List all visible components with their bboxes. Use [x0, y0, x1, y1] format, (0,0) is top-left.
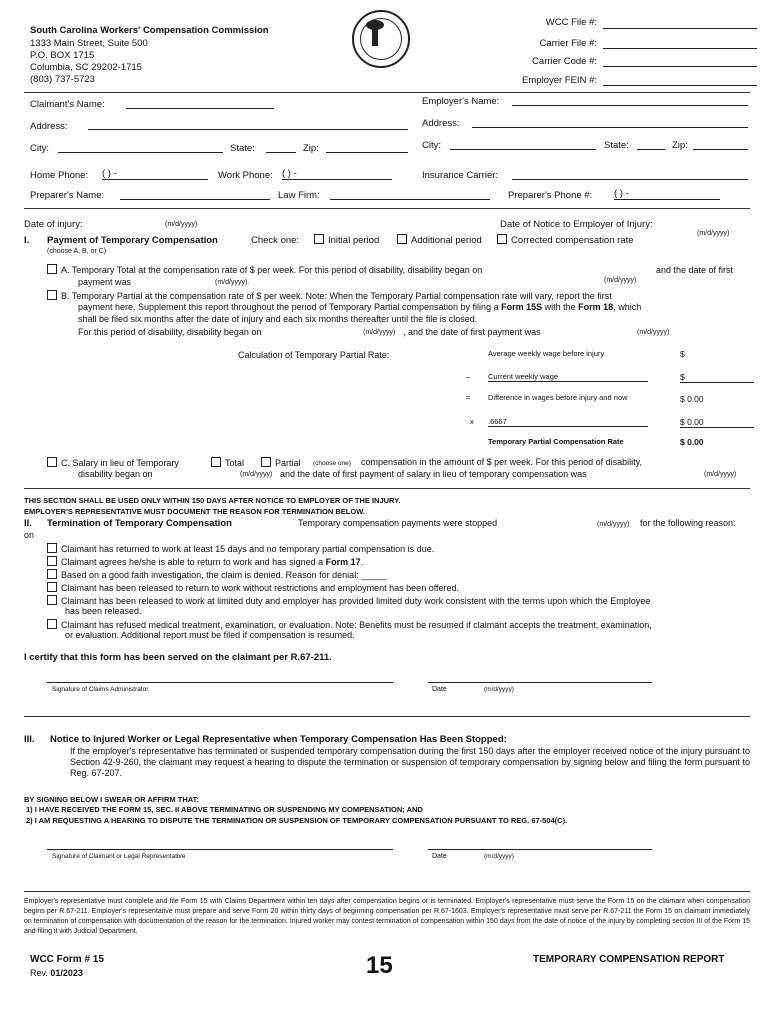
claimant-address-label: Address:: [30, 121, 68, 132]
calc-row-value[interactable]: $: [680, 349, 685, 359]
admin-signature-label: Signature of Claims Administrator: [52, 686, 149, 693]
calc-row-value: $ 0.00: [680, 394, 704, 404]
employer-zip-field[interactable]: [693, 149, 748, 150]
c-total-checkbox[interactable]: [211, 457, 221, 467]
carrier-file-field[interactable]: [603, 48, 757, 49]
claimant-date-format: (m/d/yyyy): [484, 853, 514, 860]
c-partial-checkbox[interactable]: [261, 457, 271, 467]
reason-checkbox[interactable]: [47, 569, 57, 579]
calc-row-value[interactable]: $: [680, 372, 754, 383]
initial-period-checkbox[interactable]: [314, 234, 324, 244]
calc-row-label: Average weekly wage before injury: [488, 349, 605, 358]
on-label: on: [24, 530, 35, 540]
c-partial-label: Partial: [275, 458, 301, 468]
option-b-line4: For this period of disability, disability began on: [78, 327, 262, 337]
agency-address-2: P.O. BOX 1715: [30, 50, 95, 61]
calc-row-value: $ 0.00: [680, 417, 754, 428]
footer-instructions: Employer's representative must complete and file Form 15 with Claims Department within ten days after compensation begins or is terminated. Employer's representative must serve the Form 15 on the claimant when compensation begins per R.67-211. Employer's representative must prepare and serve Form 20 within thirty days of beginning compensation per R.67-1603. Employer's representative must serve per R.67-211 the Form 15 on claimant immediately on termination of compensation with documentation of the reason for the termination. Injured worker may contest termination of compensation within 150 days from the date of notice of the injury by completing section III of the Form 15 and filing it with Judicial Department.: [24, 898, 750, 935]
calc-row-value: $ 0.00: [680, 437, 704, 447]
agency-name: South Carolina Workers' Compensation Commission: [30, 25, 269, 36]
date-notice-format: (m/d/yyyy): [697, 230, 730, 237]
employer-address-field[interactable]: [472, 127, 748, 128]
reason-item[interactable]: [47, 582, 459, 593]
claimant-date-field[interactable]: [428, 849, 652, 850]
reason-text: Based on a good faith investigation, the claim is denied. Reason for denial: _____: [61, 570, 387, 580]
insurance-carrier-field[interactable]: [512, 179, 748, 180]
calc-row-label: .6667: [488, 417, 648, 427]
stopped-format: (m/d/yyyy): [597, 521, 630, 528]
employer-name-label: Employer's Name:: [422, 96, 500, 107]
reason-checkbox[interactable]: [47, 619, 57, 629]
claimant-city-label: City:: [30, 143, 49, 154]
option-b-line3: shall be filed six months after the date of injury and each six months thereafter until the file is closed.: [78, 314, 478, 324]
employer-state-field[interactable]: [637, 149, 665, 150]
option-a-format-2: (m/d/yyyy): [604, 277, 637, 284]
calc-label: Calculation of Temporary Partial Rate:: [238, 350, 390, 360]
initial-period-label: Initial period: [328, 235, 380, 246]
carrier-file-label: Carrier File #:: [539, 38, 597, 49]
state-seal-icon: [352, 10, 410, 68]
c-total-option[interactable]: [211, 457, 244, 468]
section3-roman: III.: [24, 734, 35, 745]
section3-title: Notice to Injured Worker or Legal Representative when Temporary Compensation Has Been Stopped:: [50, 734, 507, 745]
option-a-end: and the date of first: [656, 265, 734, 275]
initial-period-option[interactable]: [314, 234, 379, 246]
employer-fein-label: Employer FEIN #:: [522, 75, 597, 86]
section2-title: Termination of Temporary Compensation: [47, 518, 232, 529]
preparer-name-field[interactable]: [120, 199, 270, 200]
form-big-number: 15: [366, 952, 393, 979]
option-c-text: C. Salary in lieu of Temporary: [61, 458, 179, 468]
law-firm-field[interactable]: [330, 199, 490, 200]
form18-ref: Form 18: [578, 302, 614, 312]
swear-item-1: 1) I HAVE RECEIVED THE FORM 15, SEC. II ABOVE TERMINATING OR SUSPENDING MY COMPENSATION; AND: [26, 805, 423, 814]
option-a: [47, 264, 482, 275]
additional-period-checkbox[interactable]: [397, 234, 407, 244]
wcc-file-field[interactable]: [603, 28, 757, 29]
claimant-zip-label: Zip:: [303, 143, 319, 154]
calc-row-label: Difference in wages before injury and now: [488, 393, 628, 402]
revision-date: 01/2023: [50, 968, 83, 978]
c-line1-end: compensation in the amount of $ per week. For this period of disability,: [361, 457, 642, 467]
corrected-rate-checkbox[interactable]: [497, 234, 507, 244]
reason-item[interactable]: [47, 619, 652, 630]
admin-date-field[interactable]: [428, 682, 652, 683]
reason-checkbox[interactable]: [47, 582, 57, 592]
corrected-rate-label: Corrected compensation rate: [511, 235, 634, 246]
option-b-line4-mid: , and the date of first payment was: [403, 327, 541, 337]
reason-checkbox[interactable]: [47, 595, 57, 605]
report-title: TEMPORARY COMPENSATION REPORT: [533, 954, 725, 965]
calc-row-op: x: [470, 417, 474, 426]
section3-body: If the employer's representative has terminated or suspended temporary compensation during the first 150 days after the employer received notice of the injury pursuant to Section 42-9-260, the claimant may request a hearing to dispute the termination or suspension of temporary compensation by signing below and filing the form pursuant to Reg. 67-207.: [70, 746, 750, 778]
c-choose-one: (choose one): [313, 460, 351, 467]
employer-address-label: Address:: [422, 118, 460, 129]
agency-address-3: Columbia, SC 29202-1715: [30, 62, 142, 73]
choose-abc: (choose A, B, or C): [47, 248, 107, 255]
claimant-signature-field[interactable]: [47, 849, 393, 850]
divider: [24, 92, 750, 93]
preparer-phone-field[interactable]: ( ) -: [614, 188, 720, 200]
reason-text: Claimant agrees he/she is able to return to work and has signed a: [61, 557, 324, 567]
payments-stopped: Temporary compensation payments were stopped: [298, 518, 498, 528]
calc-row-op: –: [466, 372, 471, 381]
admin-date-format: (m/d/yyyy): [484, 686, 514, 693]
agency-address-1: 1333 Main Street, Suite 500: [30, 38, 148, 49]
employer-name-field[interactable]: [512, 105, 748, 106]
section2-roman: II.: [24, 518, 32, 529]
claimant-state-field[interactable]: [266, 152, 296, 153]
option-b-checkbox[interactable]: [47, 290, 57, 300]
work-phone-label: Work Phone:: [218, 170, 273, 181]
option-c: [47, 457, 179, 468]
divider: [24, 208, 750, 209]
c-format-2: (m/d/yyyy): [704, 471, 737, 478]
reason-item[interactable]: [47, 543, 434, 554]
b-line2-end: , which: [613, 302, 642, 312]
c-line2-end: and the date of first payment of salary in lieu of temporary compensation was: [280, 469, 587, 479]
b-line2-mid: with the: [544, 302, 576, 312]
c-total-label: Total: [225, 458, 245, 468]
divider: [24, 488, 750, 489]
admin-date-label: Date: [432, 686, 447, 693]
employer-state-label: State:: [604, 140, 629, 151]
reason-checkbox[interactable]: [47, 556, 57, 566]
claimant-zip-field[interactable]: [326, 152, 408, 153]
employer-city-field[interactable]: [450, 149, 596, 150]
reason-item[interactable]: [47, 569, 386, 580]
divider: [24, 891, 750, 892]
home-phone-label: Home Phone:: [30, 170, 89, 181]
option-a-checkbox[interactable]: [47, 264, 57, 274]
admin-signature-field[interactable]: [47, 682, 393, 683]
reason-item[interactable]: [47, 595, 650, 606]
swear-item-2: 2) I AM REQUESTING A HEARING TO DISPUTE THE TERMINATION OR SUSPENSION OF TEMPORARY COMPENSATION PURSUANT TO REG. 67-504(C).: [26, 816, 568, 825]
b-line2-text: payment here. Supplement this report throughout the period of Temporary Partial compensation by filing a: [78, 302, 499, 312]
employer-city-label: City:: [422, 140, 441, 151]
corrected-rate-option[interactable]: [497, 234, 634, 246]
section2-notice-1: THIS SECTION SHALL BE USED ONLY WITHIN 150 DAYS AFTER NOTICE TO EMPLOYER OF THE INJURY.: [24, 496, 401, 505]
check-one-label: Check one:: [251, 235, 300, 246]
reason-6-cont: or evaluation. Additional report must be filed if compensation is resumed.: [65, 630, 355, 640]
preparer-phone-label: Preparer's Phone #:: [508, 190, 593, 201]
form15s-ref: Form 15S: [501, 302, 543, 312]
following-reason: for the following reason:: [640, 518, 736, 528]
reason-text: Claimant has been released to work at limited duty and employer has provided limited duty work consistent with the terms upon which the Employee: [61, 596, 651, 606]
section1-roman: I.: [24, 235, 30, 246]
claimant-date-label: Date: [432, 853, 447, 860]
wcc-file-label: WCC File #:: [545, 17, 597, 28]
carrier-code-label: Carrier Code #:: [532, 56, 597, 67]
certify-statement: I certify that this form has been served on the claimant per R.67-211.: [24, 652, 332, 663]
option-b-line2: [78, 302, 641, 312]
claimant-name-field[interactable]: [126, 108, 274, 109]
swear-heading: BY SIGNING BELOW I SWEAR OR AFFIRM THAT:: [24, 795, 199, 804]
employer-zip-label: Zip:: [672, 140, 688, 151]
c-format-1: (m/d/yyyy): [240, 471, 273, 478]
law-firm-label: Law Firm:: [278, 190, 320, 201]
revision: [30, 968, 83, 978]
claimant-state-label: State:: [230, 143, 255, 154]
date-notice-label: Date of Notice to Employer of Injury:: [500, 219, 653, 230]
reason-5-cont: has been released.: [65, 606, 142, 616]
claimant-address-field[interactable]: [88, 129, 408, 130]
c-partial-option[interactable]: [261, 457, 301, 468]
reason-text: Claimant has returned to work at least 15 days and no temporary partial compensation is due.: [61, 544, 435, 554]
employer-fein-field[interactable]: [603, 85, 757, 86]
section2-notice-2: EMPLOYER'S REPRESENTATIVE MUST DOCUMENT THE REASON FOR TERMINATION BELOW.: [24, 507, 365, 516]
c-line2: disability began on: [78, 469, 153, 479]
calc-row-label: Current weekly wage: [488, 372, 648, 382]
option-b-text: B. Temporary Partial at the compensation rate of $ per week. Note: When the Temporary Partial compensation rate will vary, report the first: [61, 291, 612, 301]
option-b-format-2: (m/d/yyyy): [637, 329, 670, 336]
option-c-checkbox[interactable]: [47, 457, 57, 467]
reason-text: Claimant has been released to return to work without restrictions and employment has been offered.: [61, 583, 460, 593]
form17-ref: Form 17: [325, 557, 361, 567]
preparer-name-label: Preparer's Name:: [30, 190, 105, 201]
additional-period-option[interactable]: [397, 234, 482, 246]
calc-row-op: =: [466, 393, 471, 402]
insurance-carrier-label: Insurance Carrier:: [422, 170, 499, 181]
option-b-format-1: (m/d/yyyy): [363, 329, 396, 336]
option-b: [47, 290, 612, 301]
work-phone-field[interactable]: ( ) -: [282, 168, 392, 180]
section1-title: Payment of Temporary Compensation: [47, 235, 218, 246]
option-a-format: (m/d/yyyy).: [215, 279, 250, 286]
home-phone-field[interactable]: ( ) -: [102, 168, 208, 180]
option-a-text: A. Temporary Total at the compensation rate of $ per week. For this period of disability, disability began on: [61, 265, 483, 275]
revision-label: Rev.: [30, 968, 48, 978]
carrier-code-field[interactable]: [603, 66, 757, 67]
claimant-name-label: Claimant's Name:: [30, 99, 105, 110]
option-a-payment: payment was: [78, 277, 132, 287]
date-injury-label: Date of injury:: [24, 219, 83, 230]
agency-phone: (803) 737-5723: [30, 74, 95, 85]
date-injury-format: (m/d/yyyy): [165, 221, 198, 228]
form-number: WCC Form # 15: [30, 954, 104, 965]
reason-item[interactable]: Claimant agrees he/she is able to return to work and has signed a Form 17.: [47, 556, 363, 567]
divider: [24, 716, 750, 717]
claimant-city-field[interactable]: [58, 152, 223, 153]
additional-period-label: Additional period: [411, 235, 482, 246]
reason-text: Claimant has refused medical treatment, examination, or evaluation. Note: Benefits must be resumed if claimant accepts the treatment, examination,: [61, 620, 652, 630]
claimant-signature-label: Signature of Claimant or Legal Representative: [52, 853, 186, 860]
reason-checkbox[interactable]: [47, 543, 57, 553]
calc-row-label: Temporary Partial Compensation Rate: [488, 437, 624, 446]
